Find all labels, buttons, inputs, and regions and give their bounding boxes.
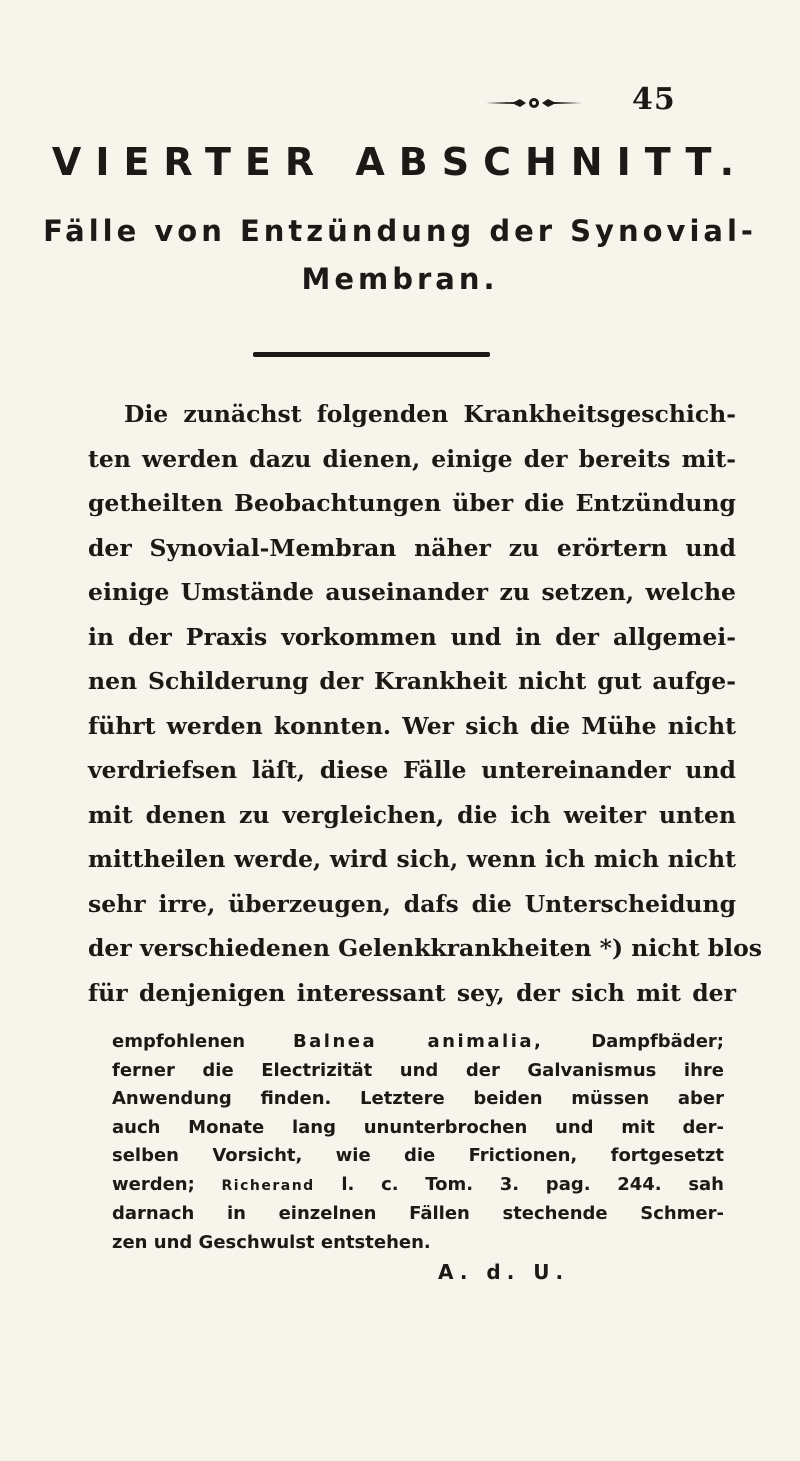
body-line: der verschiedenen Gelenkkrankheiten *) nicht blos	[88, 934, 762, 962]
body-line: getheilten Beobachtungen über die Entzündung	[88, 489, 736, 517]
printer-ornament-icon	[484, 96, 584, 110]
body-line: sehr irre, überzeugen, dafs die Unterscheidung	[88, 889, 736, 918]
body-line: in der Praxis vorkommen und in der allgemei-	[88, 622, 736, 651]
section-title: VIERTER ABSCHNITT.	[51, 140, 749, 184]
body-line: für denjenigen interessant sey, der sich mit der	[88, 978, 736, 1007]
header-ornament	[484, 96, 584, 110]
body-line: der Synovial-Membran näher zu erörtern und	[88, 533, 736, 562]
footnote-text: Dampfbäder;	[591, 1031, 724, 1052]
footnote	[112, 1028, 724, 1257]
footnote-line-6	[112, 1171, 724, 1201]
body-line: ten werden dazu dienen, einige der bereits mit-	[88, 444, 736, 473]
body-line: mittheilen werde, wird sich, wenn ich mich nicht	[88, 845, 736, 873]
body-line: nen Schilderung der Krankheit nicht gut aufge-	[88, 667, 736, 695]
translator-signature: A. d. U.	[438, 1260, 570, 1284]
footnote-citation: l. c. Tom. 3. pag. 244. sah	[341, 1173, 724, 1195]
footnote-author-name: Richerand	[221, 1177, 315, 1194]
page-number: 45	[632, 82, 676, 117]
body-line: Die zunächst folgenden Krankheitsgeschich-	[124, 400, 736, 428]
section-divider-rule	[253, 352, 490, 357]
section-subtitle-line-2: Membran.	[301, 262, 499, 296]
section-subtitle-line-1: Fälle von Entzündung der Synovial-	[43, 214, 757, 248]
footnote-line-7: darnach in einzelnen Fällen stechende Schmer-	[112, 1203, 724, 1224]
footnote-text: werden;	[112, 1173, 195, 1195]
body-line: einige Umstände auseinander zu setzen, welche	[88, 578, 736, 606]
body-line: mit denen zu vergleichen, die ich weiter unten	[88, 800, 736, 829]
footnote-line-5: selben Vorsicht, wie die Frictionen, fortgesetzt	[112, 1145, 724, 1166]
footnote-line-8: zen und Geschwulst entstehen.	[112, 1231, 431, 1253]
body-line: führt werden konnten. Wer sich die Mühe nicht	[88, 711, 736, 740]
body-line: verdriefsen läſt, diese Fälle untereinander und	[88, 756, 736, 784]
footnote-line-4: auch Monate lang ununterbrochen und mit der-	[112, 1116, 724, 1138]
footnote-text: empfohlenen	[112, 1031, 246, 1052]
footnote-line-2: ferner die Electrizität und der Galvanismus ihre	[112, 1059, 724, 1081]
footnote-emphasis: Balnea animalia,	[292, 1031, 544, 1052]
footnote-line-1	[112, 1028, 724, 1057]
body-paragraph	[88, 392, 762, 1015]
footnote-line-3: Anwendung finden. Letztere beiden müssen aber	[112, 1088, 724, 1109]
